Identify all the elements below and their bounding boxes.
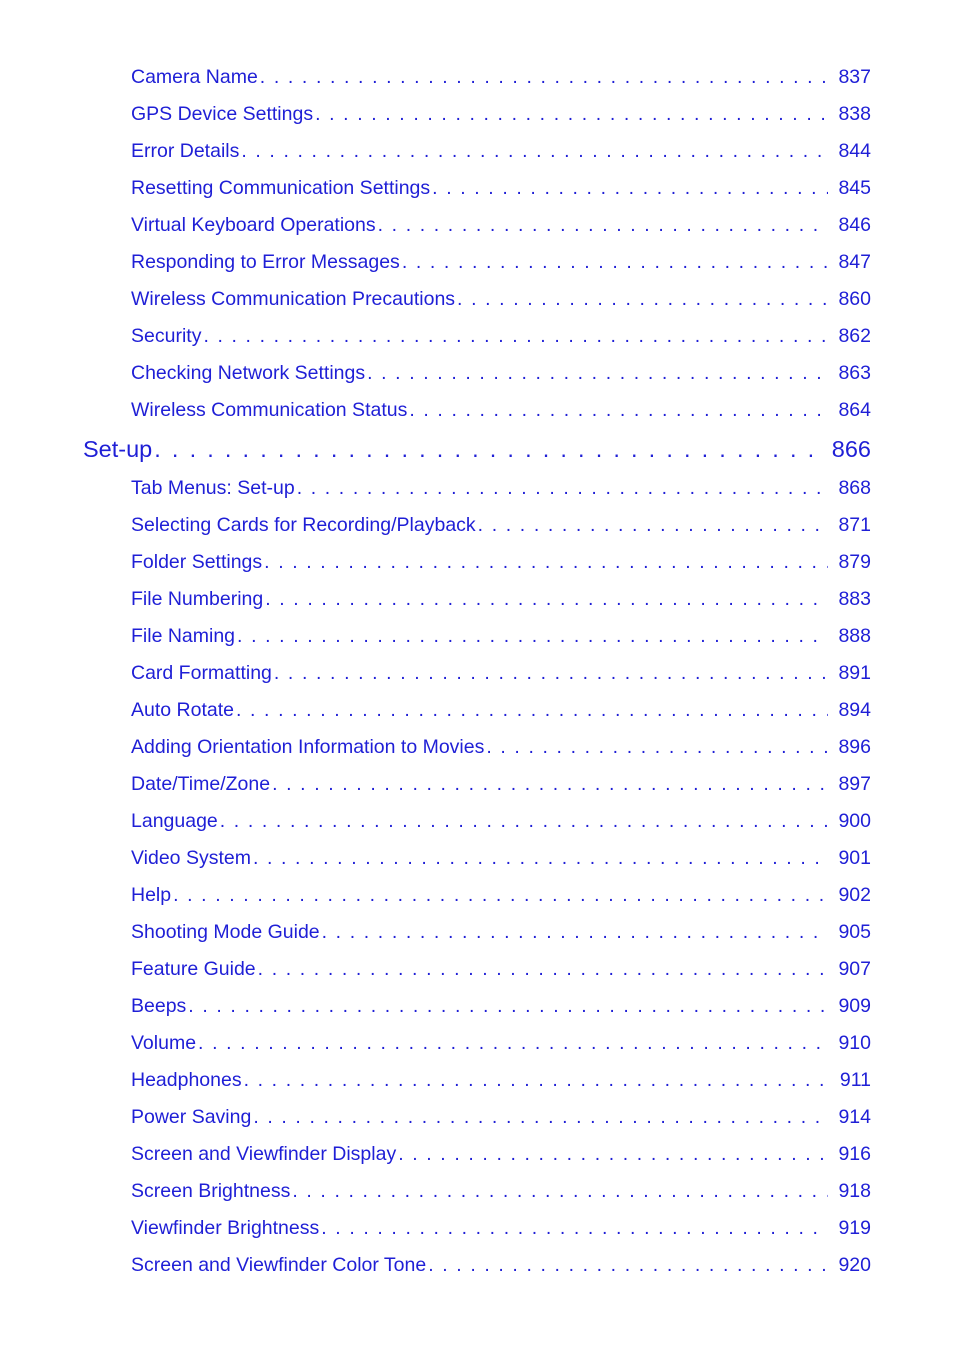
dot-leader (272, 660, 829, 686)
toc-entry-page: 888 (838, 625, 871, 647)
toc-entry-title: Virtual Keyboard Operations (131, 214, 376, 236)
toc-entry-page: 862 (838, 325, 871, 347)
dot-leader (242, 1067, 830, 1093)
toc-entry-title: Feature Guide (131, 958, 256, 980)
toc-entry-page: 910 (838, 1032, 871, 1054)
toc-entry-beeps[interactable] (131, 993, 871, 1019)
toc-entry-adding-orientation-information[interactable] (131, 734, 871, 760)
toc-entry-page: 919 (838, 1217, 871, 1239)
dot-leader (476, 512, 829, 538)
toc-section-title: Set-up (83, 436, 153, 462)
toc-entry-page: 894 (838, 699, 871, 721)
toc-entry-title: Wireless Communication Precautions (131, 288, 456, 310)
dot-leader (152, 434, 822, 464)
dot-leader (376, 212, 829, 238)
toc-entry-title: Volume (131, 1032, 197, 1054)
toc-entry-title: Error Details (131, 140, 240, 162)
toc-entry-gps-device-settings[interactable] (131, 101, 871, 127)
toc-entry-page: 914 (838, 1106, 871, 1128)
toc-entry-title: Screen and Viewfinder Color Tone (131, 1254, 427, 1276)
toc-entry-title: Selecting Cards for Recording/Playback (131, 514, 476, 536)
toc-entry-selecting-cards[interactable] (131, 512, 871, 538)
toc-entry-shooting-mode-guide[interactable] (131, 919, 871, 945)
toc-entry-screen-and-viewfinder-color-tone[interactable] (131, 1252, 871, 1278)
dot-leader (201, 323, 828, 349)
dot-leader (251, 845, 829, 871)
toc-entry-page: 837 (838, 66, 871, 88)
toc-entry-page: 868 (838, 477, 871, 499)
toc-entry-title: Folder Settings (131, 551, 263, 573)
toc-entry-wireless-communication-status[interactable] (131, 397, 871, 423)
dot-leader (430, 175, 828, 201)
toc-entry-feature-guide[interactable] (131, 956, 871, 982)
toc-entry-page: 863 (838, 362, 871, 384)
dot-leader (263, 586, 828, 612)
dot-leader (426, 1252, 828, 1278)
dot-leader (396, 1141, 828, 1167)
toc-entry-volume[interactable] (131, 1030, 871, 1056)
toc-entry-page: 846 (838, 214, 871, 236)
toc-entry-file-numbering[interactable] (131, 586, 871, 612)
toc-entry-page: 845 (838, 177, 871, 199)
toc-section-set-up[interactable] (83, 434, 871, 464)
toc-entry-screen-brightness[interactable] (131, 1178, 871, 1204)
toc-entry-title: Date/Time/Zone (131, 773, 271, 795)
toc-entry-title: Screen Brightness (131, 1180, 291, 1202)
toc-entry-security[interactable] (131, 323, 871, 349)
dot-leader (256, 956, 829, 982)
toc-entry-page: 905 (838, 921, 871, 943)
toc-entry-title: Beeps (131, 995, 187, 1017)
toc-entry-page: 902 (838, 884, 871, 906)
toc-entry-page: 871 (838, 514, 871, 536)
toc-entry-language[interactable] (131, 808, 871, 834)
toc-entry-virtual-keyboard-operations[interactable] (131, 212, 871, 238)
toc-entry-resetting-communication-settings[interactable] (131, 175, 871, 201)
toc-entry-page: 891 (838, 662, 871, 684)
toc-entry-page: 883 (838, 588, 871, 610)
toc-entry-title: Resetting Communication Settings (131, 177, 431, 199)
toc-entry-page: 901 (838, 847, 871, 869)
toc-entry-file-naming[interactable] (131, 623, 871, 649)
dot-leader (455, 286, 828, 312)
toc-entry-title: Headphones (131, 1069, 242, 1091)
dot-leader (258, 64, 829, 90)
toc-entry-title: Adding Orientation Information to Movies (131, 736, 485, 758)
toc-entry-title: Security (131, 325, 202, 347)
toc-entry-checking-network-settings[interactable] (131, 360, 871, 386)
toc-entry-page: 911 (839, 1069, 871, 1091)
dot-leader (251, 1104, 828, 1130)
toc-entry-page: 896 (838, 736, 871, 758)
toc-entry-date-time-zone[interactable] (131, 771, 871, 797)
toc-entry-title: Checking Network Settings (131, 362, 366, 384)
dot-leader (400, 249, 829, 275)
toc-entry-title: GPS Device Settings (131, 103, 314, 125)
dot-leader (295, 475, 829, 501)
toc-entry-camera-name[interactable] (131, 64, 871, 90)
toc-entry-power-saving[interactable] (131, 1104, 871, 1130)
dot-leader (234, 697, 828, 723)
toc-entry-title: Viewfinder Brightness (131, 1217, 320, 1239)
toc-entry-title: Shooting Mode Guide (131, 921, 320, 943)
dot-leader (186, 993, 828, 1019)
dot-leader (290, 1178, 828, 1204)
dot-leader (218, 808, 829, 834)
toc-entry-error-details[interactable] (131, 138, 871, 164)
toc-entry-page: 909 (838, 995, 871, 1017)
dot-leader (484, 734, 828, 760)
toc-entry-headphones[interactable] (131, 1067, 871, 1093)
toc-entry-page: 897 (838, 773, 871, 795)
toc-entry-title: Power Saving (131, 1106, 252, 1128)
toc-entry-viewfinder-brightness[interactable] (131, 1215, 871, 1241)
dot-leader (171, 882, 828, 908)
toc-entry-screen-and-viewfinder-display[interactable] (131, 1141, 871, 1167)
toc-entry-responding-to-error-messages[interactable] (131, 249, 871, 275)
toc-entry-tab-menus-set-up[interactable] (131, 475, 871, 501)
toc-entry-title: Responding to Error Messages (131, 251, 400, 273)
dot-leader (196, 1030, 828, 1056)
toc-entry-page: 860 (838, 288, 871, 310)
toc-entry-title: Camera Name (131, 66, 258, 88)
toc-entry-title: Screen and Viewfinder Display (131, 1143, 397, 1165)
toc-entry-page: 864 (838, 399, 871, 421)
toc-entry-title: Tab Menus: Set-up (131, 477, 295, 499)
toc-entry-video-system[interactable] (131, 845, 871, 871)
toc-entry-title: Help (131, 884, 172, 906)
toc-entry-wireless-communication-precautions[interactable] (131, 286, 871, 312)
toc-entry-page: 844 (838, 140, 871, 162)
dot-leader (262, 549, 828, 575)
toc-entry-page: 879 (838, 551, 871, 573)
toc-entry-title: Wireless Communication Status (131, 399, 408, 421)
dot-leader (235, 623, 828, 649)
toc-entry-help[interactable] (131, 882, 871, 908)
toc-entry-page: 847 (838, 251, 871, 273)
toc-entry-folder-settings[interactable] (131, 549, 871, 575)
toc-entry-page: 920 (838, 1254, 871, 1276)
toc-entry-title: Video System (131, 847, 251, 869)
dot-leader (239, 138, 828, 164)
toc-entry-card-formatting[interactable] (131, 660, 871, 686)
dot-leader (270, 771, 828, 797)
toc-entry-page: 916 (838, 1143, 871, 1165)
toc-entry-page: 918 (838, 1180, 871, 1202)
toc-entry-title: Language (131, 810, 218, 832)
toc-entry-title: Auto Rotate (131, 699, 234, 721)
toc-entry-page: 900 (838, 810, 871, 832)
toc-entry-title: File Naming (131, 625, 236, 647)
dot-leader (319, 1215, 828, 1241)
toc-entry-page: 838 (838, 103, 871, 125)
dot-leader (365, 360, 828, 386)
dot-leader (320, 919, 829, 945)
toc-entry-title: Card Formatting (131, 662, 272, 684)
toc-entry-auto-rotate[interactable] (131, 697, 871, 723)
dot-leader (313, 101, 828, 127)
toc-entry-title: File Numbering (131, 588, 264, 610)
dot-leader (407, 397, 828, 423)
toc-section-page: 866 (831, 436, 871, 462)
toc-entry-page: 907 (838, 958, 871, 980)
